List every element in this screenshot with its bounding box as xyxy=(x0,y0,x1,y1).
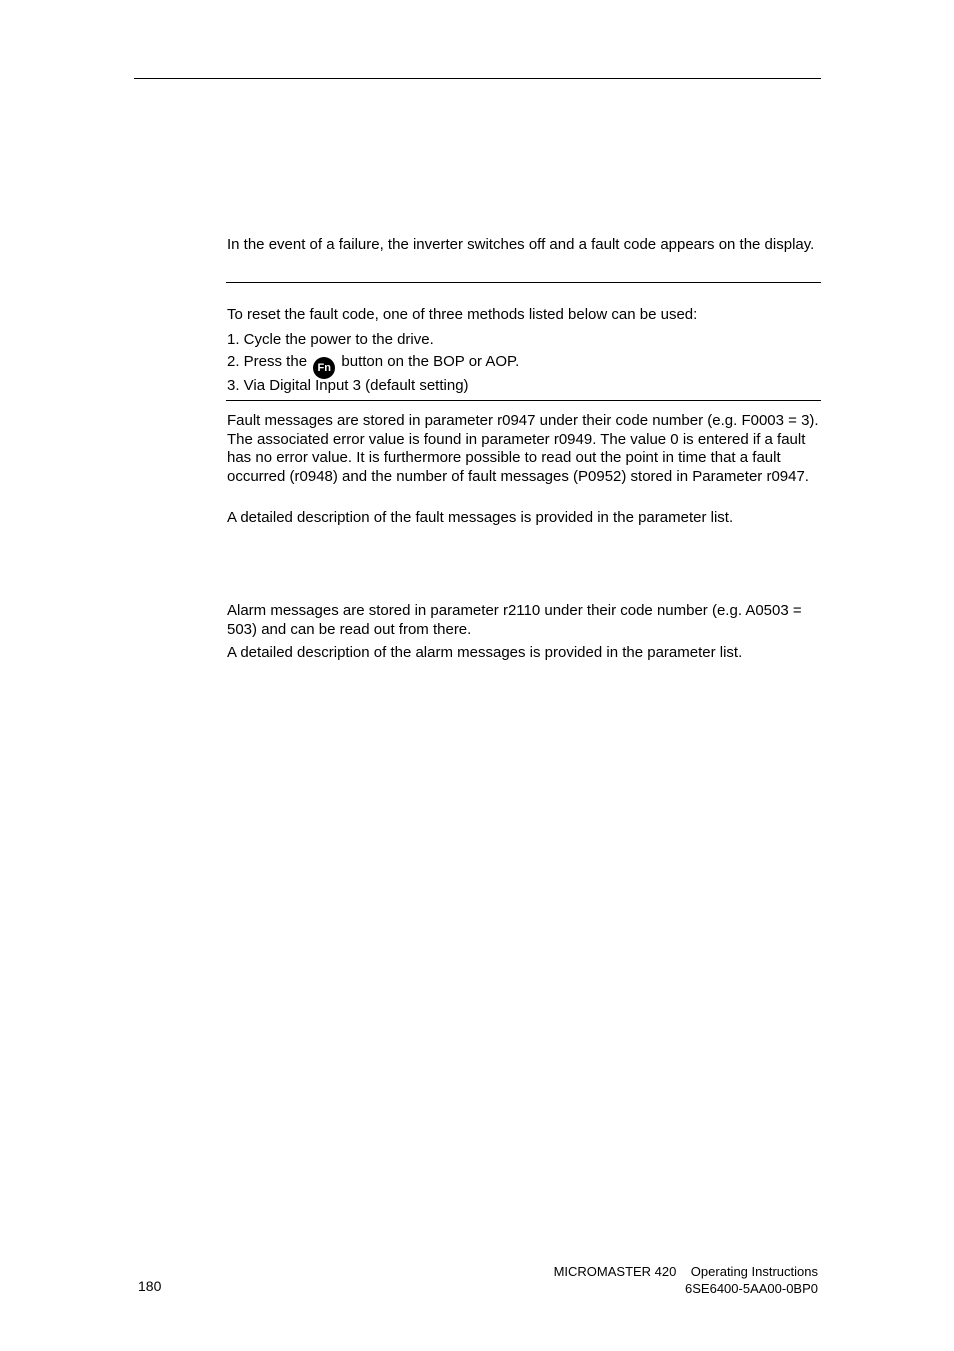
footer-product: MICROMASTER 420 Operating Instructions xyxy=(553,1264,818,1279)
alarm-messages-para-2: A detailed description of the alarm messages is provided in the parameter list. xyxy=(227,644,743,661)
divider-2 xyxy=(226,400,821,401)
fault-messages-para-2: A detailed description of the fault messages is provided in the parameter list. xyxy=(227,509,734,526)
reset-item-3: 3. Via Digital Input 3 (default setting) xyxy=(227,377,469,394)
header-rule xyxy=(134,78,821,79)
fault-messages-para-1: Fault messages are stored in parameter r0947 under their code number (e.g. F0003 = 3). The associated error value is found in parameter r0949. The value 0 is entered if a fault has no error value. It is furthermore possible to read out the point in time that a fault occurred (r0948) and the number of fault messages (P0952) stored in Parameter r0947. xyxy=(227,412,819,485)
failure-text: In the event of a failure, the inverter switches off and a fault code appears on the display. xyxy=(227,236,815,253)
reset-intro: To reset the fault code, one of three methods listed below can be used: xyxy=(227,306,698,323)
page-number: 180 xyxy=(138,1278,162,1294)
alarm-messages-para-1: Alarm messages are stored in parameter r2110 under their code number (e.g. A0503 = 503) and can be read out from there. xyxy=(227,602,802,638)
divider-1 xyxy=(226,282,821,283)
footer-order-number: 6SE6400-5AA00-0BP0 xyxy=(685,1281,818,1296)
fn-button-icon: Fn xyxy=(313,357,335,379)
reset-item-2-after: button on the BOP or AOP. xyxy=(341,353,520,370)
reset-item-1: 1. Cycle the power to the drive. xyxy=(227,331,434,348)
reset-item-2 xyxy=(227,353,817,379)
reset-item-2-before: 2. Press the xyxy=(227,353,308,370)
